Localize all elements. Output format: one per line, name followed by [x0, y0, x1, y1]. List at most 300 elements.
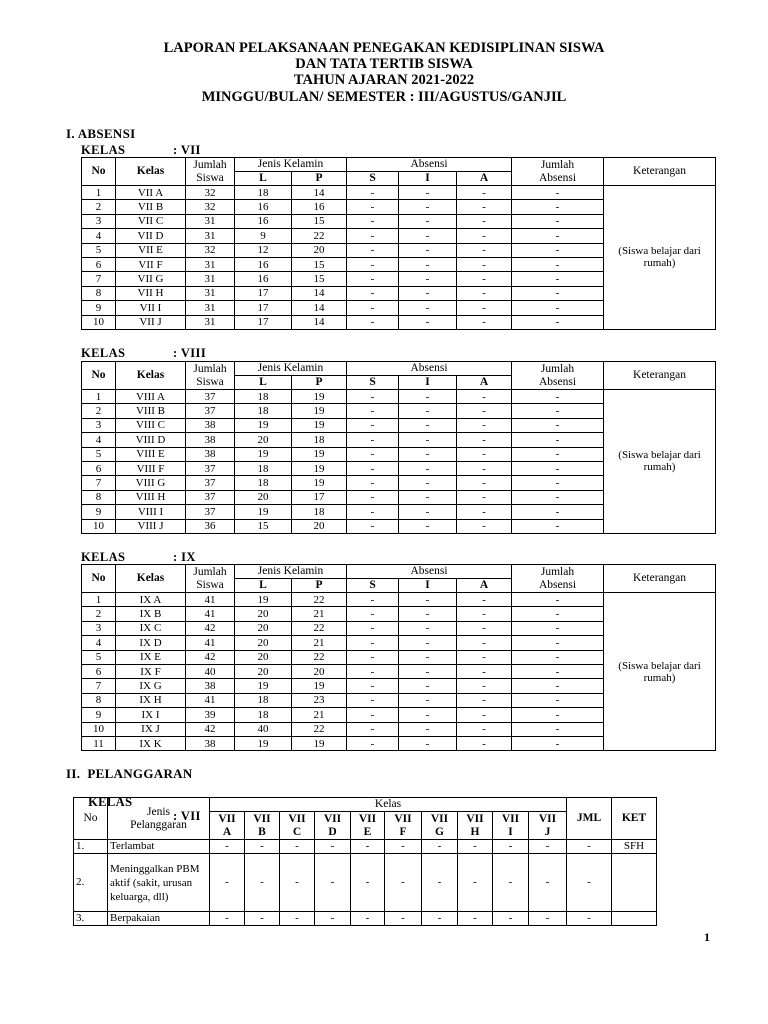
table-cell: - — [457, 636, 512, 650]
table-cell: 6 — [82, 664, 116, 678]
table-cell: IX B — [116, 607, 186, 621]
violation-count: - — [280, 854, 315, 912]
table-cell: - — [399, 272, 457, 286]
table-cell: IX E — [116, 650, 186, 664]
table-cell: - — [457, 461, 512, 475]
table-cell: 15 — [292, 214, 347, 228]
violation-count: - — [245, 840, 280, 854]
table-cell: VIII D — [116, 433, 186, 447]
violation-count: - — [351, 840, 385, 854]
table-cell: 37 — [186, 476, 235, 490]
table-cell: 38 — [186, 679, 235, 693]
table-cell: - — [399, 593, 457, 607]
table-cell: - — [512, 315, 604, 329]
table-row — [74, 854, 657, 912]
table-cell: VIII A — [116, 390, 186, 404]
table-cell: - — [347, 693, 399, 707]
violation-count: - — [280, 840, 315, 854]
violation-count: - — [385, 912, 422, 926]
table-cell: VIII I — [116, 505, 186, 519]
violation-count: - — [458, 840, 493, 854]
col-header-kelas: Kelas — [116, 565, 186, 593]
table-cell: 22 — [292, 722, 347, 736]
table-cell: 14 — [292, 286, 347, 300]
table-cell: 18 — [292, 505, 347, 519]
table-cell: - — [347, 593, 399, 607]
table-cell: 1 — [82, 186, 116, 200]
table-cell: 5 — [82, 650, 116, 664]
table-cell: - — [512, 461, 604, 475]
table-cell: 20 — [292, 664, 347, 678]
table-cell: - — [399, 650, 457, 664]
table-cell: - — [347, 257, 399, 271]
violation-count: - — [422, 912, 458, 926]
violation-count: - — [351, 854, 385, 912]
table-cell: - — [512, 679, 604, 693]
col-header-kelas: Kelas — [116, 158, 186, 186]
table-cell: 31 — [186, 286, 235, 300]
table-cell: 15 — [292, 257, 347, 271]
table-cell: 7 — [82, 476, 116, 490]
report-title-line-1: LAPORAN PELAKSANAAN PENEGAKAN KEDISIPLINAN SISWA — [163, 40, 605, 56]
violation-total: - — [567, 912, 612, 926]
col-header-no: No — [74, 798, 108, 840]
table-cell: VII I — [116, 301, 186, 315]
table-cell: - — [347, 636, 399, 650]
col-header-no: No — [82, 565, 116, 593]
page-number: 1 — [704, 930, 710, 944]
table-cell: 15 — [235, 519, 292, 533]
table-cell: - — [347, 229, 399, 243]
table-cell: 20 — [235, 433, 292, 447]
table-cell: 20 — [235, 664, 292, 678]
table-cell: - — [347, 315, 399, 329]
table-cell: 22 — [292, 650, 347, 664]
table-cell: 20 — [235, 607, 292, 621]
table-cell: IX G — [116, 679, 186, 693]
table-cell: 10 — [82, 315, 116, 329]
violation-total: - — [567, 854, 612, 912]
table-cell: - — [399, 243, 457, 257]
table-cell: - — [399, 722, 457, 736]
table-cell: 6 — [82, 257, 116, 271]
table-cell: - — [347, 679, 399, 693]
table-cell: - — [399, 708, 457, 722]
col-header-jumlah-absensi: Jumlah Absensi — [512, 362, 604, 390]
table-cell: 19 — [235, 679, 292, 693]
table-cell: - — [347, 404, 399, 418]
table-row — [82, 593, 716, 607]
section-absensi-title: I. ABSENSI — [66, 126, 136, 141]
table-cell: - — [457, 476, 512, 490]
table-cell: 42 — [186, 650, 235, 664]
col-header-jumlah-absensi: Jumlah Absensi — [512, 565, 604, 593]
table-cell: - — [347, 243, 399, 257]
table-cell: 18 — [235, 390, 292, 404]
table-cell: - — [512, 650, 604, 664]
col-header-kelas: Kelas — [210, 798, 567, 812]
table-cell: 3 — [82, 214, 116, 228]
col-header-l: L — [235, 376, 292, 390]
keterangan-cell: (Siswa belajar dari rumah) — [604, 186, 716, 330]
table-cell: 17 — [292, 490, 347, 504]
table-cell: 42 — [186, 722, 235, 736]
kelas-label-value: : VII — [173, 809, 201, 823]
table-cell: 22 — [292, 621, 347, 635]
col-header-class: VII H — [458, 812, 493, 840]
violation-count: - — [210, 840, 245, 854]
table-cell: 14 — [292, 186, 347, 200]
attendance-table — [81, 361, 716, 534]
table-cell: 19 — [292, 461, 347, 475]
col-header-kelas: Kelas — [116, 362, 186, 390]
table-cell: - — [399, 490, 457, 504]
table-cell: 1 — [82, 593, 116, 607]
table-cell: - — [399, 404, 457, 418]
section-pelanggaran-title: II. PELANGGARAN — [66, 766, 193, 781]
table-cell: 20 — [235, 621, 292, 635]
table-cell: - — [399, 418, 457, 432]
violation-count: - — [458, 912, 493, 926]
table-cell: 37 — [186, 505, 235, 519]
table-cell: 10 — [82, 722, 116, 736]
table-cell: 14 — [292, 315, 347, 329]
table-cell: VIII J — [116, 519, 186, 533]
table-cell: - — [457, 301, 512, 315]
table-cell: 9 — [82, 301, 116, 315]
table-cell: 16 — [235, 257, 292, 271]
table-cell: 8 — [82, 490, 116, 504]
kelas-label-prefix: KELAS — [88, 795, 133, 809]
violation-ket — [612, 912, 657, 926]
table-cell: - — [457, 418, 512, 432]
table-cell: 41 — [186, 607, 235, 621]
kelas-label-value: : IX — [173, 550, 196, 564]
violation-ket: SFH — [612, 840, 657, 854]
table-cell: 38 — [186, 433, 235, 447]
violation-count: - — [385, 854, 422, 912]
table-cell: - — [347, 461, 399, 475]
col-header-jenis-kelamin: Jenis Kelamin — [235, 362, 347, 376]
table-cell: - — [457, 736, 512, 750]
table-cell: - — [512, 519, 604, 533]
table-cell: - — [399, 693, 457, 707]
table-cell: - — [457, 490, 512, 504]
table-cell: - — [512, 272, 604, 286]
table-cell: 18 — [235, 708, 292, 722]
table-cell: VII E — [116, 243, 186, 257]
table-cell: - — [512, 186, 604, 200]
table-cell: - — [512, 286, 604, 300]
violation-type: Berpakaian — [108, 912, 210, 926]
table-cell: - — [399, 257, 457, 271]
table-cell: 37 — [186, 461, 235, 475]
table-cell: VII G — [116, 272, 186, 286]
table-cell: - — [512, 593, 604, 607]
table-cell: VII B — [116, 200, 186, 214]
violation-count: - — [385, 840, 422, 854]
table-cell: 20 — [292, 519, 347, 533]
col-header-absensi: Absensi — [347, 362, 512, 376]
table-cell: - — [512, 301, 604, 315]
table-cell: 16 — [292, 200, 347, 214]
table-cell: - — [457, 708, 512, 722]
table-cell: - — [347, 621, 399, 635]
table-cell: 37 — [186, 404, 235, 418]
col-header-class: VII G — [422, 812, 458, 840]
table-cell: - — [399, 286, 457, 300]
table-cell: - — [457, 272, 512, 286]
table-cell: - — [399, 200, 457, 214]
table-cell: 21 — [292, 708, 347, 722]
table-cell: - — [457, 650, 512, 664]
table-cell: 39 — [186, 708, 235, 722]
keterangan-cell: (Siswa belajar dari rumah) — [604, 593, 716, 751]
table-cell: 2 — [82, 404, 116, 418]
table-cell: - — [399, 301, 457, 315]
table-cell: 20 — [235, 490, 292, 504]
table-cell: - — [512, 257, 604, 271]
table-cell: - — [457, 679, 512, 693]
table-cell: 18 — [292, 433, 347, 447]
table-cell: VII H — [116, 286, 186, 300]
col-header-keterangan: Keterangan — [604, 158, 716, 186]
table-cell: 31 — [186, 301, 235, 315]
col-header-jumlah-siswa: Jumlah Siswa — [186, 565, 235, 593]
table-cell: - — [512, 447, 604, 461]
table-cell: - — [347, 433, 399, 447]
table-cell: 19 — [292, 679, 347, 693]
table-cell: - — [457, 519, 512, 533]
violation-count: - — [245, 854, 280, 912]
table-cell: 17 — [235, 286, 292, 300]
violation-total: - — [567, 840, 612, 854]
table-cell: - — [399, 390, 457, 404]
table-cell: - — [347, 418, 399, 432]
table-cell: 36 — [186, 519, 235, 533]
col-header-jenis-kelamin: Jenis Kelamin — [235, 158, 347, 172]
table-cell: VII C — [116, 214, 186, 228]
table-cell: - — [512, 722, 604, 736]
table-cell: VIII H — [116, 490, 186, 504]
col-header-i: I — [399, 172, 457, 186]
table-cell: - — [512, 505, 604, 519]
table-cell: - — [512, 693, 604, 707]
table-cell: 31 — [186, 315, 235, 329]
col-header-keterangan: Keterangan — [604, 565, 716, 593]
table-cell: - — [347, 200, 399, 214]
violation-count: - — [315, 840, 351, 854]
table-cell: 8 — [82, 286, 116, 300]
table-cell: 7 — [82, 272, 116, 286]
table-cell: - — [399, 607, 457, 621]
table-cell: - — [399, 636, 457, 650]
attendance-table — [81, 157, 716, 330]
col-header-l: L — [235, 579, 292, 593]
col-header-keterangan: Keterangan — [604, 362, 716, 390]
table-cell: - — [512, 214, 604, 228]
table-cell: - — [457, 257, 512, 271]
kelas-label-prefix: KELAS — [81, 143, 126, 157]
table-cell: - — [512, 390, 604, 404]
violation-count: - — [493, 912, 529, 926]
violation-count: - — [210, 912, 245, 926]
table-cell: 19 — [292, 736, 347, 750]
table-cell: 18 — [235, 404, 292, 418]
table-cell: - — [347, 736, 399, 750]
table-cell: 38 — [186, 447, 235, 461]
table-cell: 22 — [292, 229, 347, 243]
table-cell: 3 — [82, 418, 116, 432]
violation-type: Meninggalkan PBM aktif (sakit, urusan keluarga, dll) — [108, 854, 210, 912]
report-title-line-3: TAHUN AJARAN 2021-2022 — [293, 72, 475, 88]
col-header-class: VII I — [493, 812, 529, 840]
table-cell: - — [347, 447, 399, 461]
table-cell: - — [512, 621, 604, 635]
table-cell: - — [399, 229, 457, 243]
table-cell: - — [512, 607, 604, 621]
col-header-s: S — [347, 376, 399, 390]
table-row — [82, 186, 716, 200]
table-cell: - — [347, 214, 399, 228]
table-cell: 19 — [235, 593, 292, 607]
table-cell: IX A — [116, 593, 186, 607]
col-header-s: S — [347, 172, 399, 186]
table-cell: - — [347, 708, 399, 722]
table-cell: 19 — [292, 390, 347, 404]
table-cell: - — [512, 433, 604, 447]
table-cell: - — [512, 708, 604, 722]
table-cell: 5 — [82, 243, 116, 257]
table-cell: - — [399, 679, 457, 693]
table-cell: - — [347, 519, 399, 533]
table-cell: 31 — [186, 229, 235, 243]
table-cell: 19 — [235, 418, 292, 432]
table-cell: IX D — [116, 636, 186, 650]
table-cell: - — [399, 214, 457, 228]
table-cell: - — [347, 664, 399, 678]
table-row — [82, 390, 716, 404]
table-cell: - — [347, 505, 399, 519]
violation-count: - — [351, 912, 385, 926]
table-cell: - — [512, 404, 604, 418]
table-cell: 37 — [186, 390, 235, 404]
table-cell: 9 — [235, 229, 292, 243]
table-cell: - — [347, 390, 399, 404]
table-cell: - — [399, 186, 457, 200]
violation-count: - — [493, 840, 529, 854]
table-cell: 1 — [82, 390, 116, 404]
table-cell: IX C — [116, 621, 186, 635]
col-header-jumlah-siswa: Jumlah Siswa — [186, 362, 235, 390]
table-cell: - — [512, 664, 604, 678]
table-cell: - — [457, 607, 512, 621]
table-cell: - — [457, 693, 512, 707]
col-header-ket: KET — [612, 798, 657, 840]
violation-no: 1. — [74, 840, 108, 854]
violation-count: - — [529, 840, 567, 854]
table-cell: 19 — [292, 418, 347, 432]
kelas-label-value: : VII — [173, 143, 201, 157]
table-cell: 6 — [82, 461, 116, 475]
table-cell: 37 — [186, 490, 235, 504]
table-cell: 21 — [292, 636, 347, 650]
table-cell: - — [512, 736, 604, 750]
table-cell: VIII C — [116, 418, 186, 432]
table-cell: 10 — [82, 519, 116, 533]
table-cell: - — [512, 476, 604, 490]
table-cell: 18 — [235, 693, 292, 707]
attendance-kelas-label — [81, 143, 201, 157]
col-header-class: VII J — [529, 812, 567, 840]
table-cell: 31 — [186, 214, 235, 228]
violation-count: - — [529, 854, 567, 912]
table-cell: 12 — [235, 243, 292, 257]
keterangan-cell: (Siswa belajar dari rumah) — [604, 390, 716, 534]
table-cell: - — [399, 505, 457, 519]
table-cell: - — [399, 447, 457, 461]
table-cell: - — [457, 186, 512, 200]
table-cell: 18 — [235, 476, 292, 490]
table-cell: - — [347, 272, 399, 286]
table-cell: - — [512, 243, 604, 257]
table-cell: - — [399, 664, 457, 678]
table-cell: 15 — [292, 272, 347, 286]
col-header-a: A — [457, 172, 512, 186]
table-cell: - — [399, 315, 457, 329]
table-cell: 14 — [292, 301, 347, 315]
table-cell: VIII G — [116, 476, 186, 490]
col-header-jumlah-siswa: Jumlah Siswa — [186, 158, 235, 186]
table-cell: 19 — [235, 505, 292, 519]
violation-count: - — [245, 912, 280, 926]
table-cell: - — [457, 505, 512, 519]
table-cell: 4 — [82, 433, 116, 447]
table-cell: 20 — [235, 636, 292, 650]
table-cell: - — [399, 476, 457, 490]
violation-count: - — [280, 912, 315, 926]
table-cell: 32 — [186, 243, 235, 257]
violation-ket — [612, 854, 657, 912]
table-cell: 19 — [292, 476, 347, 490]
table-cell: - — [347, 301, 399, 315]
table-cell: 42 — [186, 621, 235, 635]
table-cell: - — [512, 418, 604, 432]
col-header-class: VII B — [245, 812, 280, 840]
violation-count: - — [458, 854, 493, 912]
table-cell: - — [347, 186, 399, 200]
col-header-jenis-kelamin: Jenis Kelamin — [235, 565, 347, 579]
table-cell: - — [457, 722, 512, 736]
col-header-jenis: Jenis Pelanggaran — [108, 798, 210, 840]
table-cell: - — [399, 433, 457, 447]
violation-no: 3. — [74, 912, 108, 926]
table-cell: 41 — [186, 593, 235, 607]
table-cell: - — [457, 433, 512, 447]
col-header-s: S — [347, 579, 399, 593]
table-cell: - — [457, 243, 512, 257]
table-cell: - — [399, 519, 457, 533]
table-cell: 40 — [186, 664, 235, 678]
table-cell: - — [457, 390, 512, 404]
table-cell: - — [347, 607, 399, 621]
table-cell: 3 — [82, 621, 116, 635]
table-cell: 4 — [82, 636, 116, 650]
attendance-kelas-label — [81, 550, 196, 564]
report-title-line-4: MINGGU/BULAN/ SEMESTER : III/AGUSTUS/GANJIL — [201, 89, 567, 105]
table-cell: 32 — [186, 186, 235, 200]
table-cell: 9 — [82, 505, 116, 519]
